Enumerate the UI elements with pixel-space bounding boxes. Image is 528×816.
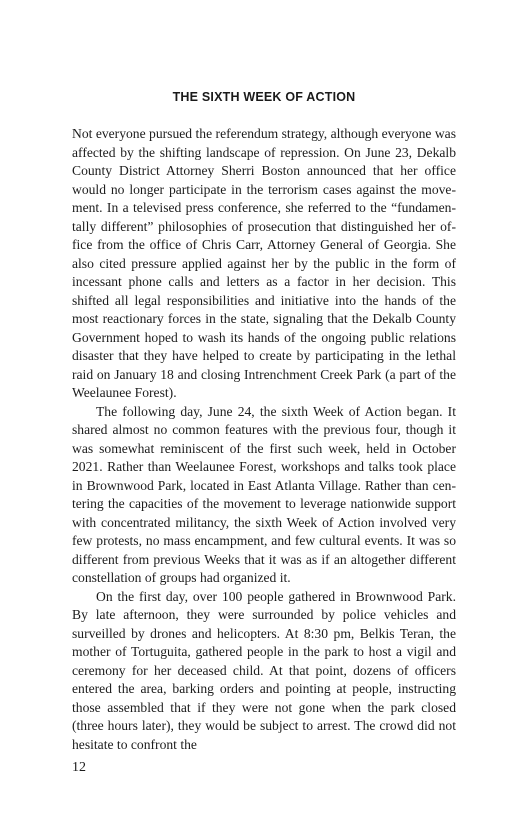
body-text [72,125,456,754]
section-heading: THE SIXTH WEEK OF ACTION [172,90,356,104]
paragraph-2: The following day, June 24, the sixth Week of Action began. It shared almost no common features with the previous four, though it was somewhat reminiscent of the first such week, held in October 2021. Rather than Weelaunee Forest, workshops and talks took place in Brownwood Park, located in East Atlanta Village. Rather than centering the capacities of the movement to leverage nationwide support with concentrated militancy, the sixth Week of Action involved very few protests, no mass encampment, and few cultural events. It was so different from previous Weeks that it was as if an altogether different constellation of groups had organized it. [72,403,456,585]
paragraph-1: Not everyone pursued the referendum strategy, although everyone was affected by the shifting landscape of repression. On June 23, Dekalb County District Attorney Sherri Boston announced that her office would no longer participate in the terrorism cases against the movement. In a televised press conference, she referred to the “fundamentally different” philosophies of prosecution that distinguished her office from the office of Chris Carr, Attorney General of Georgia. She also cited pressure applied against her by the public in the form of incessant phone calls and letters as a factor in her decision. This shifted all legal responsibilities and initiative into the hands of the most reactionary forces in the state, signaling that the Dekalb County Government hoped to wash its hands of the ongoing public relations disaster that they have helped to create by participating in the lethal raid on January 18 and closing Intrenchment Creek Park (a part of the Weelaunee Forest). [72,126,456,400]
page-number: 12 [72,760,86,775]
paragraph-3: On the first day, over 100 people gathered in Brownwood Park. By late afternoon, they were surrounded by police vehicles and surveilled by drones and helicopters. At 8:30 pm, Belkis Teran, the mother of Tortuguita, gathered people in the park to host a vigil and ceremony for her deceased child. At that point, dozens of officers entered the area, barking orders and pointing at people, instructing those assembled that if they were not gone when the park closed (three hours later), they would be subject to arrest. The crowd did not hesitate to confront the [72,588,456,752]
